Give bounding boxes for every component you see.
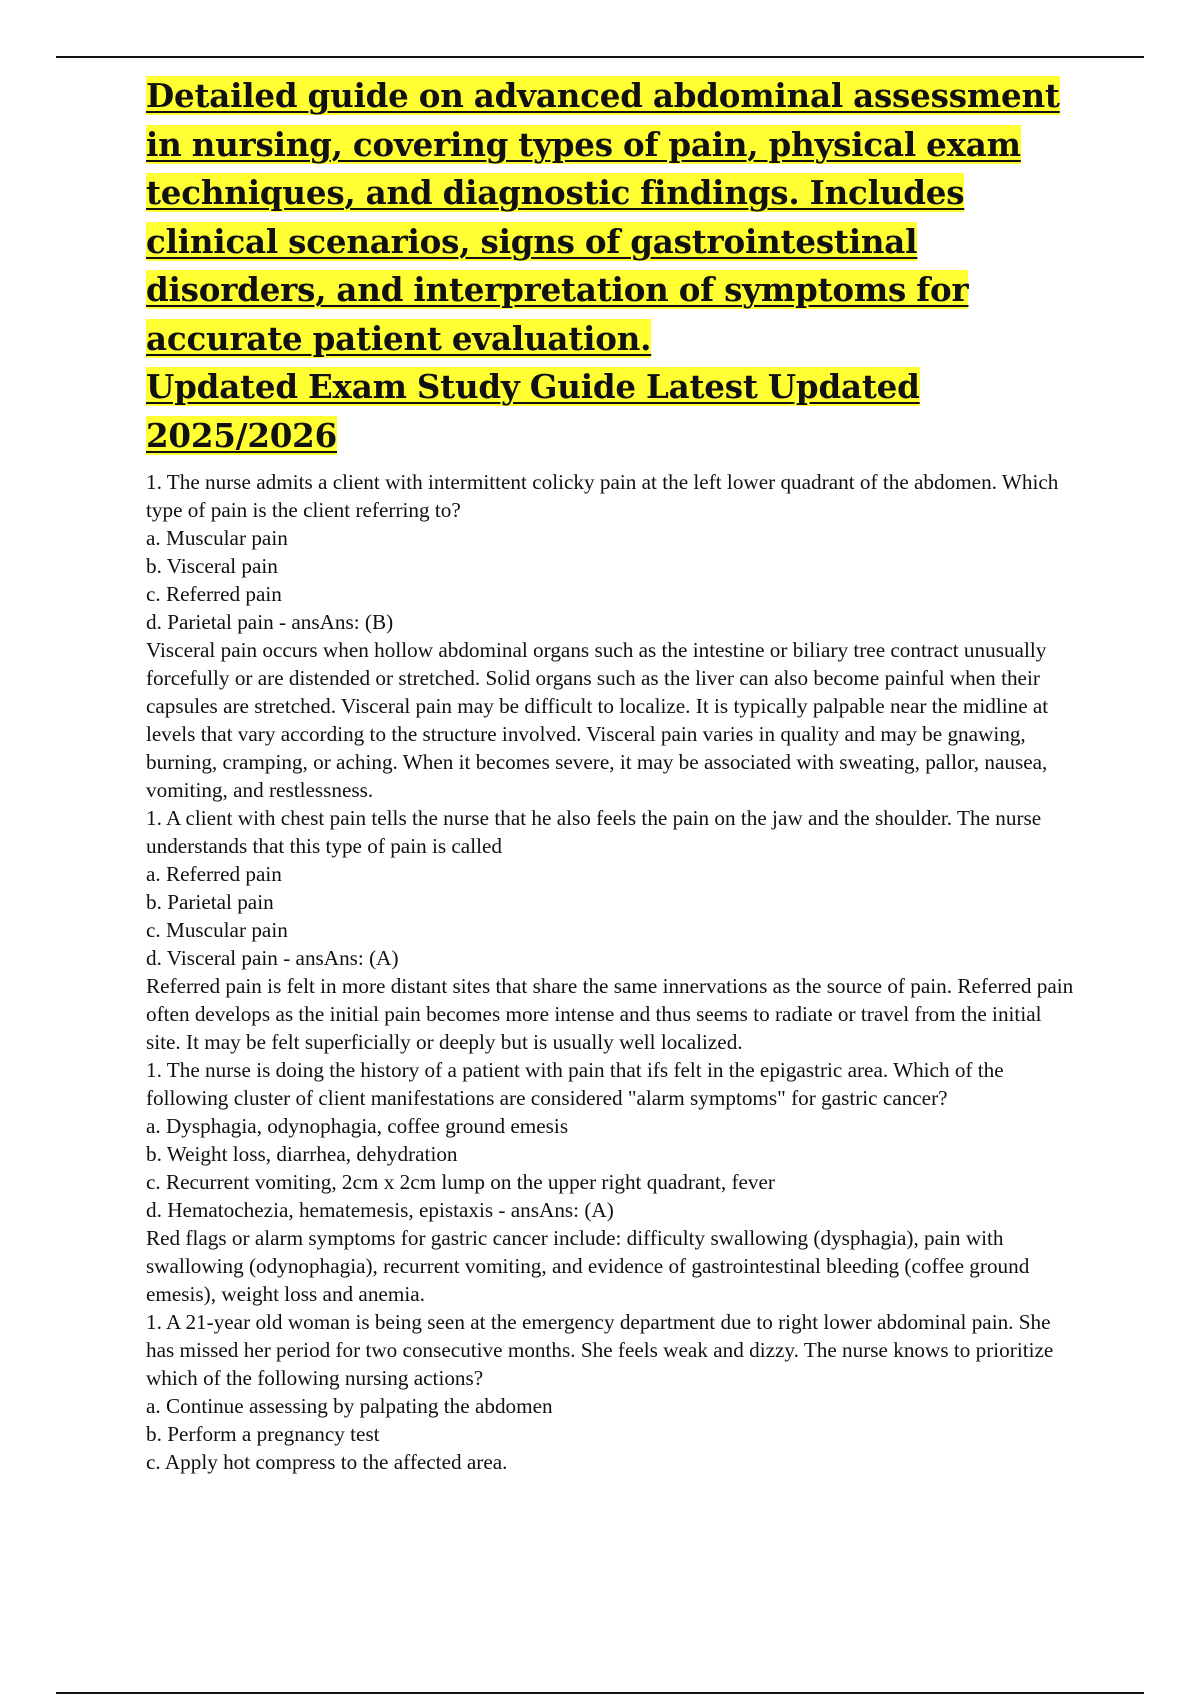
answer-option: a. Muscular pain xyxy=(146,526,288,550)
answer-option: c. Apply hot compress to the affected area. xyxy=(146,1450,508,1474)
answer-option: c. Muscular pain xyxy=(146,918,288,942)
question-stem: 1. The nurse is doing the history of a patient with pain that ifs felt in the epigastric area. Which of the following cluster of client manifestations are considered "alarm symptoms" for gastric cancer? xyxy=(146,1058,1004,1110)
top-rule xyxy=(56,56,1144,58)
document-subtitle-text: Updated Exam Study Guide Latest Updated 2025/2026 xyxy=(146,367,920,455)
answer-option: c. Recurrent vomiting, 2cm x 2cm lump on the upper right quadrant, fever xyxy=(146,1170,775,1194)
question-stem: 1. A client with chest pain tells the nurse that he also feels the pain on the jaw and the shoulder. The nurse understands that this type of pain is called xyxy=(146,806,1042,858)
question-block xyxy=(146,468,1076,804)
answer-option: d. Hematochezia, hematemesis, epistaxis - ansAns: (A) xyxy=(146,1198,614,1222)
question-stem: 1. The nurse admits a client with intermittent colicky pain at the left lower quadrant of the abdomen. Which type of pain is the client referring to? xyxy=(146,470,1059,522)
bottom-rule xyxy=(56,1692,1144,1694)
answer-option: b. Weight loss, diarrhea, dehydration xyxy=(146,1142,458,1166)
answer-option: d. Parietal pain - ansAns: (B) xyxy=(146,610,394,634)
question-block xyxy=(146,1056,1076,1308)
question-block xyxy=(146,1308,1076,1476)
answer-rationale: Red flags or alarm symptoms for gastric cancer include: difficulty swallowing (dysphagia), pain with swallowing (odynophagia), recurrent vomiting, and evidence of gastrointestinal bleeding (coffee ground emesis), weight loss and anemia. xyxy=(146,1226,1030,1306)
document-page xyxy=(146,72,1076,1476)
answer-option: a. Dysphagia, odynophagia, coffee ground emesis xyxy=(146,1114,569,1138)
answer-option: d. Visceral pain - ansAns: (A) xyxy=(146,946,399,970)
question-stem: 1. A 21-year old woman is being seen at the emergency department due to right lower abdominal pain. She has missed her period for two consecutive months. She feels weak and dizzy. The nurse knows to prioritize which of the following nursing actions? xyxy=(146,1310,1054,1390)
answer-rationale: Referred pain is felt in more distant sites that share the same innervations as the source of pain. Referred pain often develops as the initial pain becomes more intense and thus seems to radiate or travel from the initial site. It may be felt superficially or deeply but is usually well localized. xyxy=(146,974,1074,1054)
document-title-text: Detailed guide on advanced abdominal assessment in nursing, covering types of pain, physical exam techniques, and diagnostic findings. Includes clinical scenarios, signs of gastrointestinal disorders, and interpretation of symptoms for accurate patient evaluation. xyxy=(146,76,1060,358)
document-body xyxy=(146,468,1076,1476)
answer-option: c. Referred pain xyxy=(146,582,282,606)
answer-option: b. Visceral pain xyxy=(146,554,278,578)
answer-option: b. Perform a pregnancy test xyxy=(146,1422,380,1446)
document-subtitle xyxy=(146,363,1076,460)
answer-option: a. Referred pain xyxy=(146,862,282,886)
question-block xyxy=(146,804,1076,1056)
answer-option: a. Continue assessing by palpating the abdomen xyxy=(146,1394,553,1418)
answer-option: b. Parietal pain xyxy=(146,890,274,914)
answer-rationale: Visceral pain occurs when hollow abdominal organs such as the intestine or biliary tree contract unusually forcefully or are distended or stretched. Solid organs such as the liver can also become painful when their capsules are stretched. Visceral pain may be difficult to localize. It is typically palpable near the midline at levels that vary according to the structure involved. Visceral pain varies in quality and may be gnawing, burning, cramping, or aching. When it becomes severe, it may be associated with sweating, pallor, nausea, vomiting, and restlessness. xyxy=(146,638,1049,802)
document-title xyxy=(146,72,1076,363)
